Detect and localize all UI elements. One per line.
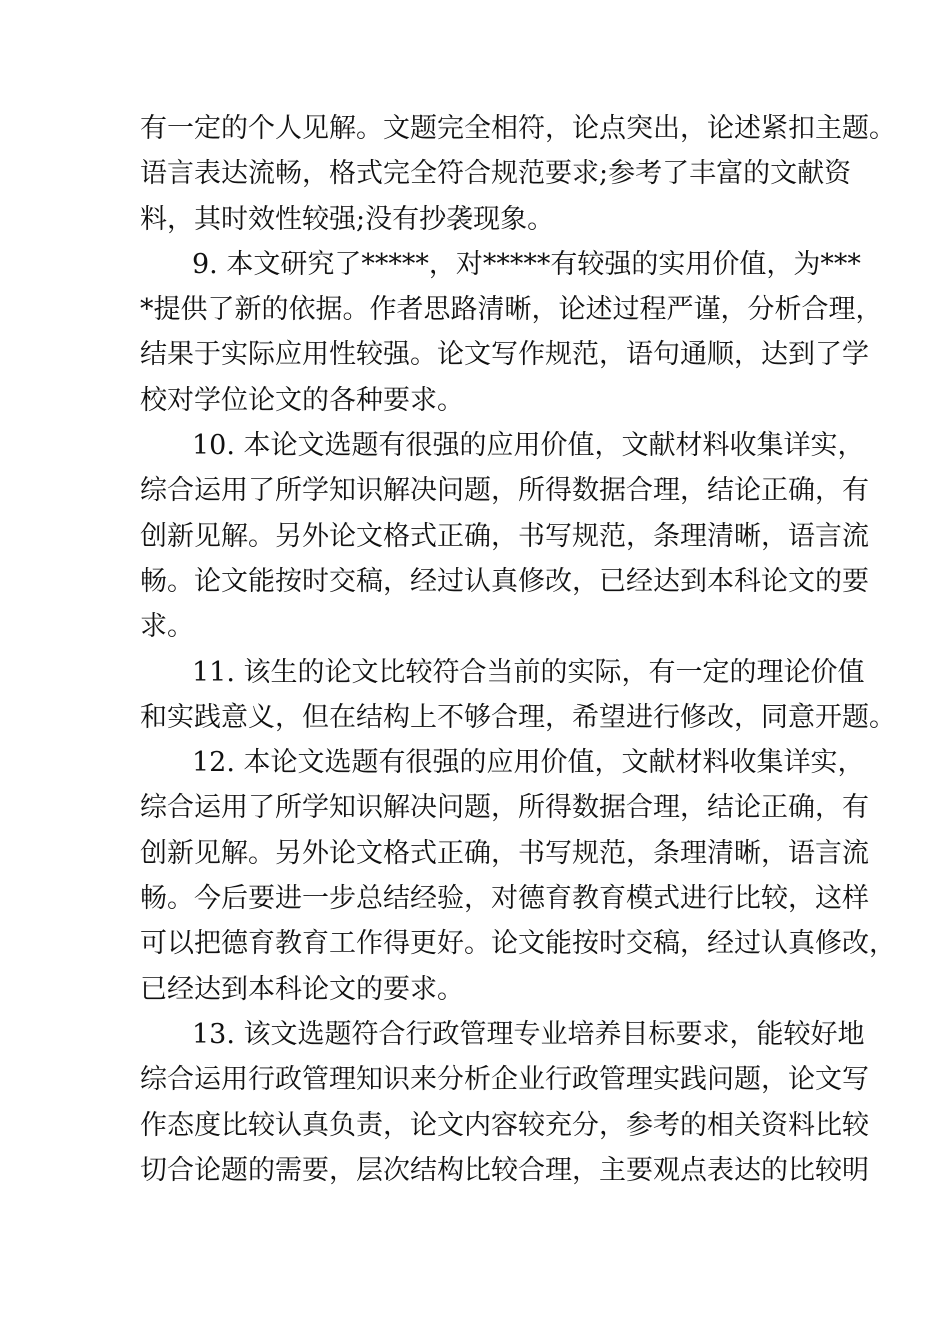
text-line: *提供了新的依据。作者思路清晰，论述过程严谨，分析合理， bbox=[140, 294, 883, 326]
item-10-first-line: 10. 本论文选题有很强的应用价值，文献材料收集详实， bbox=[192, 430, 865, 462]
text-line: 有一定的个人见解。文题完全相符，论点突出，论述紧扣主题。 bbox=[140, 113, 896, 144]
item-11-first-line: 11. 该生的论文比较符合当前的实际，有一定的理论价值 bbox=[192, 656, 865, 688]
text-line: 结果于实际应用性较强。论文写作规范，语句通顺，达到了学 bbox=[140, 339, 869, 371]
text-line: 语言表达流畅，格式完全符合规范要求;参考了丰富的文献资 bbox=[140, 158, 852, 190]
text-line: 求。 bbox=[140, 611, 194, 643]
text-line: 创新见解。另外论文格式正确，书写规范，条理清晰，语言流 bbox=[140, 520, 869, 552]
text-line: 畅。论文能按时交稿，经过认真修改，已经达到本科论文的要 bbox=[140, 565, 869, 597]
item-9-first-line: 9. 本文研究了*****，对*****有较强的实用价值，为*** bbox=[192, 248, 861, 280]
text-line: 畅。今后要进一步总结经验，对德育教育模式进行比较，这样 bbox=[140, 883, 869, 915]
item-13-first-line: 13. 该文选题符合行政管理专业培养目标要求，能较好地 bbox=[192, 1018, 865, 1050]
document-body bbox=[140, 106, 896, 1193]
text-line: 已经达到本科论文的要求。 bbox=[140, 973, 464, 1005]
text-line: 综合运用行政管理知识来分析企业行政管理实践问题，论文写 bbox=[140, 1064, 869, 1096]
text-line: 综合运用了所学知识解决问题，所得数据合理，结论正确，有 bbox=[140, 475, 869, 507]
text-line: 作态度比较认真负责，论文内容较充分，参考的相关资料比较 bbox=[140, 1109, 869, 1141]
text-line: 和实践意义，但在结构上不够合理，希望进行修改，同意开题。 bbox=[140, 701, 896, 733]
text-line: 料，其时效性较强;没有抄袭现象。 bbox=[140, 203, 555, 235]
item-12-first-line: 12. 本论文选题有很强的应用价值，文献材料收集详实， bbox=[192, 747, 865, 779]
text-line: 综合运用了所学知识解决问题，所得数据合理，结论正确，有 bbox=[140, 792, 869, 824]
text-line: 创新见解。另外论文格式正确，书写规范，条理清晰，语言流 bbox=[140, 837, 869, 869]
text-line: 切合论题的需要，层次结构比较合理，主要观点表达的比较明 bbox=[140, 1154, 869, 1186]
text-line: 可以把德育教育工作得更好。论文能按时交稿，经过认真修改， bbox=[140, 928, 896, 960]
text-line: 校对学位论文的各种要求。 bbox=[140, 384, 464, 416]
